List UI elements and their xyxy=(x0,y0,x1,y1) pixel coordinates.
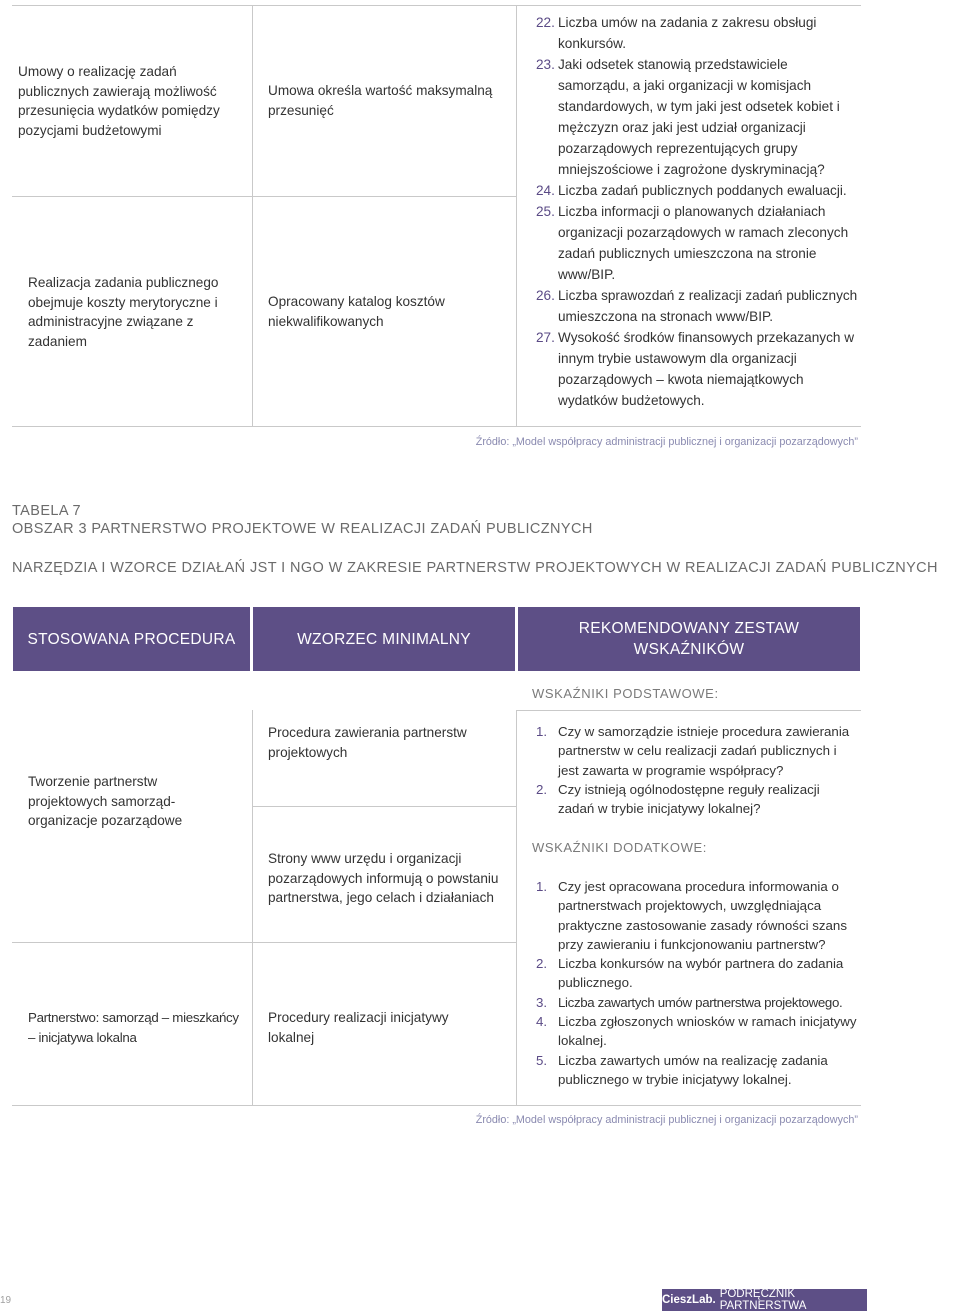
indicator-item: 27. Wysokość środków finansowych przekazanych w innym trybie ustawowym dla organizacji pozarządowych – kwota niemajątkowych wydatków budżetowych. xyxy=(536,330,855,408)
indicator-item: 4. Liczba zgłoszonych wniosków w ramach inicjatywy lokalnej. xyxy=(536,1014,857,1049)
row-divider-main xyxy=(12,942,516,943)
indicator-item: 25. Liczba informacji o planowanych działaniach organizacji pozarządowych w ramach zleconych zadań publicznych umieszczona na stronie www/BIP. xyxy=(536,204,849,282)
row-divider-1b xyxy=(252,196,516,197)
indicator-item: 22. Liczba umów na zadania z zakresu obsługi konkursów. xyxy=(536,15,817,51)
col-divider-1 xyxy=(252,5,253,426)
pattern-cell: Umowa określa wartość maksymalną przesunięć xyxy=(268,83,493,118)
brand-logo-text: CieszLab. xyxy=(662,1294,716,1306)
pattern-cell: Opracowany katalog kosztów niekwalifikowanych xyxy=(268,294,445,329)
procedure-cell: Partnerstwo: samorząd – mieszkańcy – inicjatywa lokalna xyxy=(28,1010,239,1045)
basic-indicators-list xyxy=(536,722,858,818)
page-number: 19 xyxy=(0,1295,12,1306)
indicator-item: 5. Liczba zawartych umów na realizację zadania publicznego w trybie inicjatywy lokalnej. xyxy=(536,1052,828,1087)
header-procedure: STOSOWANA PROCEDURA xyxy=(13,607,250,671)
indicator-item: 3. Liczba zawartych umów partnerstwa projektowego. xyxy=(536,994,843,1010)
indicator-item: 2. Liczba konkursów na wybór partnera do zadania publicznego. xyxy=(536,956,844,991)
col-divider-2 xyxy=(516,710,517,1106)
publication-title: PODRĘCZNIK PARTNERSTWA xyxy=(719,1288,807,1312)
pattern-cell: Strony www urzędu i organizacji pozarządowych informują o powstaniu partnerstwa, jego celach i działaniach xyxy=(268,851,499,905)
header-indicators: REKOMENDOWANY ZESTAW WSKAŹNIKÓW xyxy=(518,607,860,671)
col-divider-2 xyxy=(516,5,517,426)
row-divider-1 xyxy=(12,196,252,197)
indicator-item: 26. Liczba sprawozdań z realizacji zadań publicznych umieszczona na stronach www/BIP. xyxy=(536,288,858,324)
row-divider-pattern-1 xyxy=(252,806,516,807)
table-bottom-border xyxy=(12,1105,861,1106)
pattern-cell: Procedura zawierania partnerstw projektowych xyxy=(268,725,467,760)
top-bottom-border xyxy=(12,426,861,427)
additional-indicators-list xyxy=(536,877,858,1089)
table-area-title: OBSZAR 3 PARTNERSTWO PROJEKTOWE W REALIZACJI ZADAŃ PUBLICZNYCH xyxy=(12,521,593,537)
top-indicators-list xyxy=(536,12,861,411)
procedure-cell: Umowy o realizację zadań publicznych zawierają możliwość przesunięcia wydatków pomiędzy pozycjami budżetowymi xyxy=(18,64,220,138)
indicator-item: 24. Liczba zadań publicznych poddanych ewaluacji. xyxy=(536,183,847,198)
table-subtitle: NARZĘDZIA I WZORCE DZIAŁAŃ JST I NGO W ZAKRESIE PARTNERSTW PROJEKTOWYCH W REALIZACJI ZADAŃ PUBLICZNYCH xyxy=(12,560,938,576)
source-note: Źródło: „Model współpracy administracji publicznej i organizacji pozarządowych” xyxy=(475,436,858,448)
procedure-cell: Realizacja zadania publicznego obejmuje koszty merytoryczne i administracyjne związane z zadaniem xyxy=(28,275,219,349)
subhead-divider xyxy=(516,710,861,711)
indicator-item: 1. Czy jest opracowana procedura informowania o partnerstwach projektowych, uwzględniająca praktyczne zastosowanie zasady równości szans przy zawieraniu i funkcjonowaniu partnerstw? xyxy=(536,879,847,952)
basic-indicators-label: WSKAŹNIKI PODSTAWOWE: xyxy=(532,686,719,701)
indicator-item: 2. Czy istnieją ogólnodostępne reguły realizacji zadań w trybie inicjatywy lokalnej? xyxy=(536,781,820,817)
procedure-cell: Tworzenie partnerstw projektowych samorząd-organizacje pozarządowe xyxy=(28,774,183,828)
table-number: TABELA 7 xyxy=(12,503,82,519)
source-note: Źródło: „Model współpracy administracji publicznej i organizacji pozarządowych” xyxy=(475,1114,858,1126)
top-border xyxy=(12,5,861,6)
footer-brand-bar xyxy=(662,1289,867,1311)
indicator-item: 1. Czy w samorządzie istnieje procedura zawierania partnerstw w celu realizacji zadań publicznych i jest zawarta w programie współpracy? xyxy=(536,724,850,778)
indicator-item: 23. Jaki odsetek stanowią przedstawiciele samorządu, a jaki organizacji w komisjach standardowych, w tym jaki jest odsetek kobiet i mężczyzn oraz jaki jest udział organizacji pozarządowych reprezentujących grupy mniejszościowe i zagrożone dyskryminacją? xyxy=(536,57,840,177)
additional-indicators-label: WSKAŹNIKI DODATKOWE: xyxy=(532,840,707,855)
header-pattern: WZORZEC MINIMALNY xyxy=(253,607,515,671)
col-divider-1 xyxy=(252,710,253,1106)
pattern-cell: Procedury realizacji inicjatywy lokalnej xyxy=(268,1010,449,1045)
